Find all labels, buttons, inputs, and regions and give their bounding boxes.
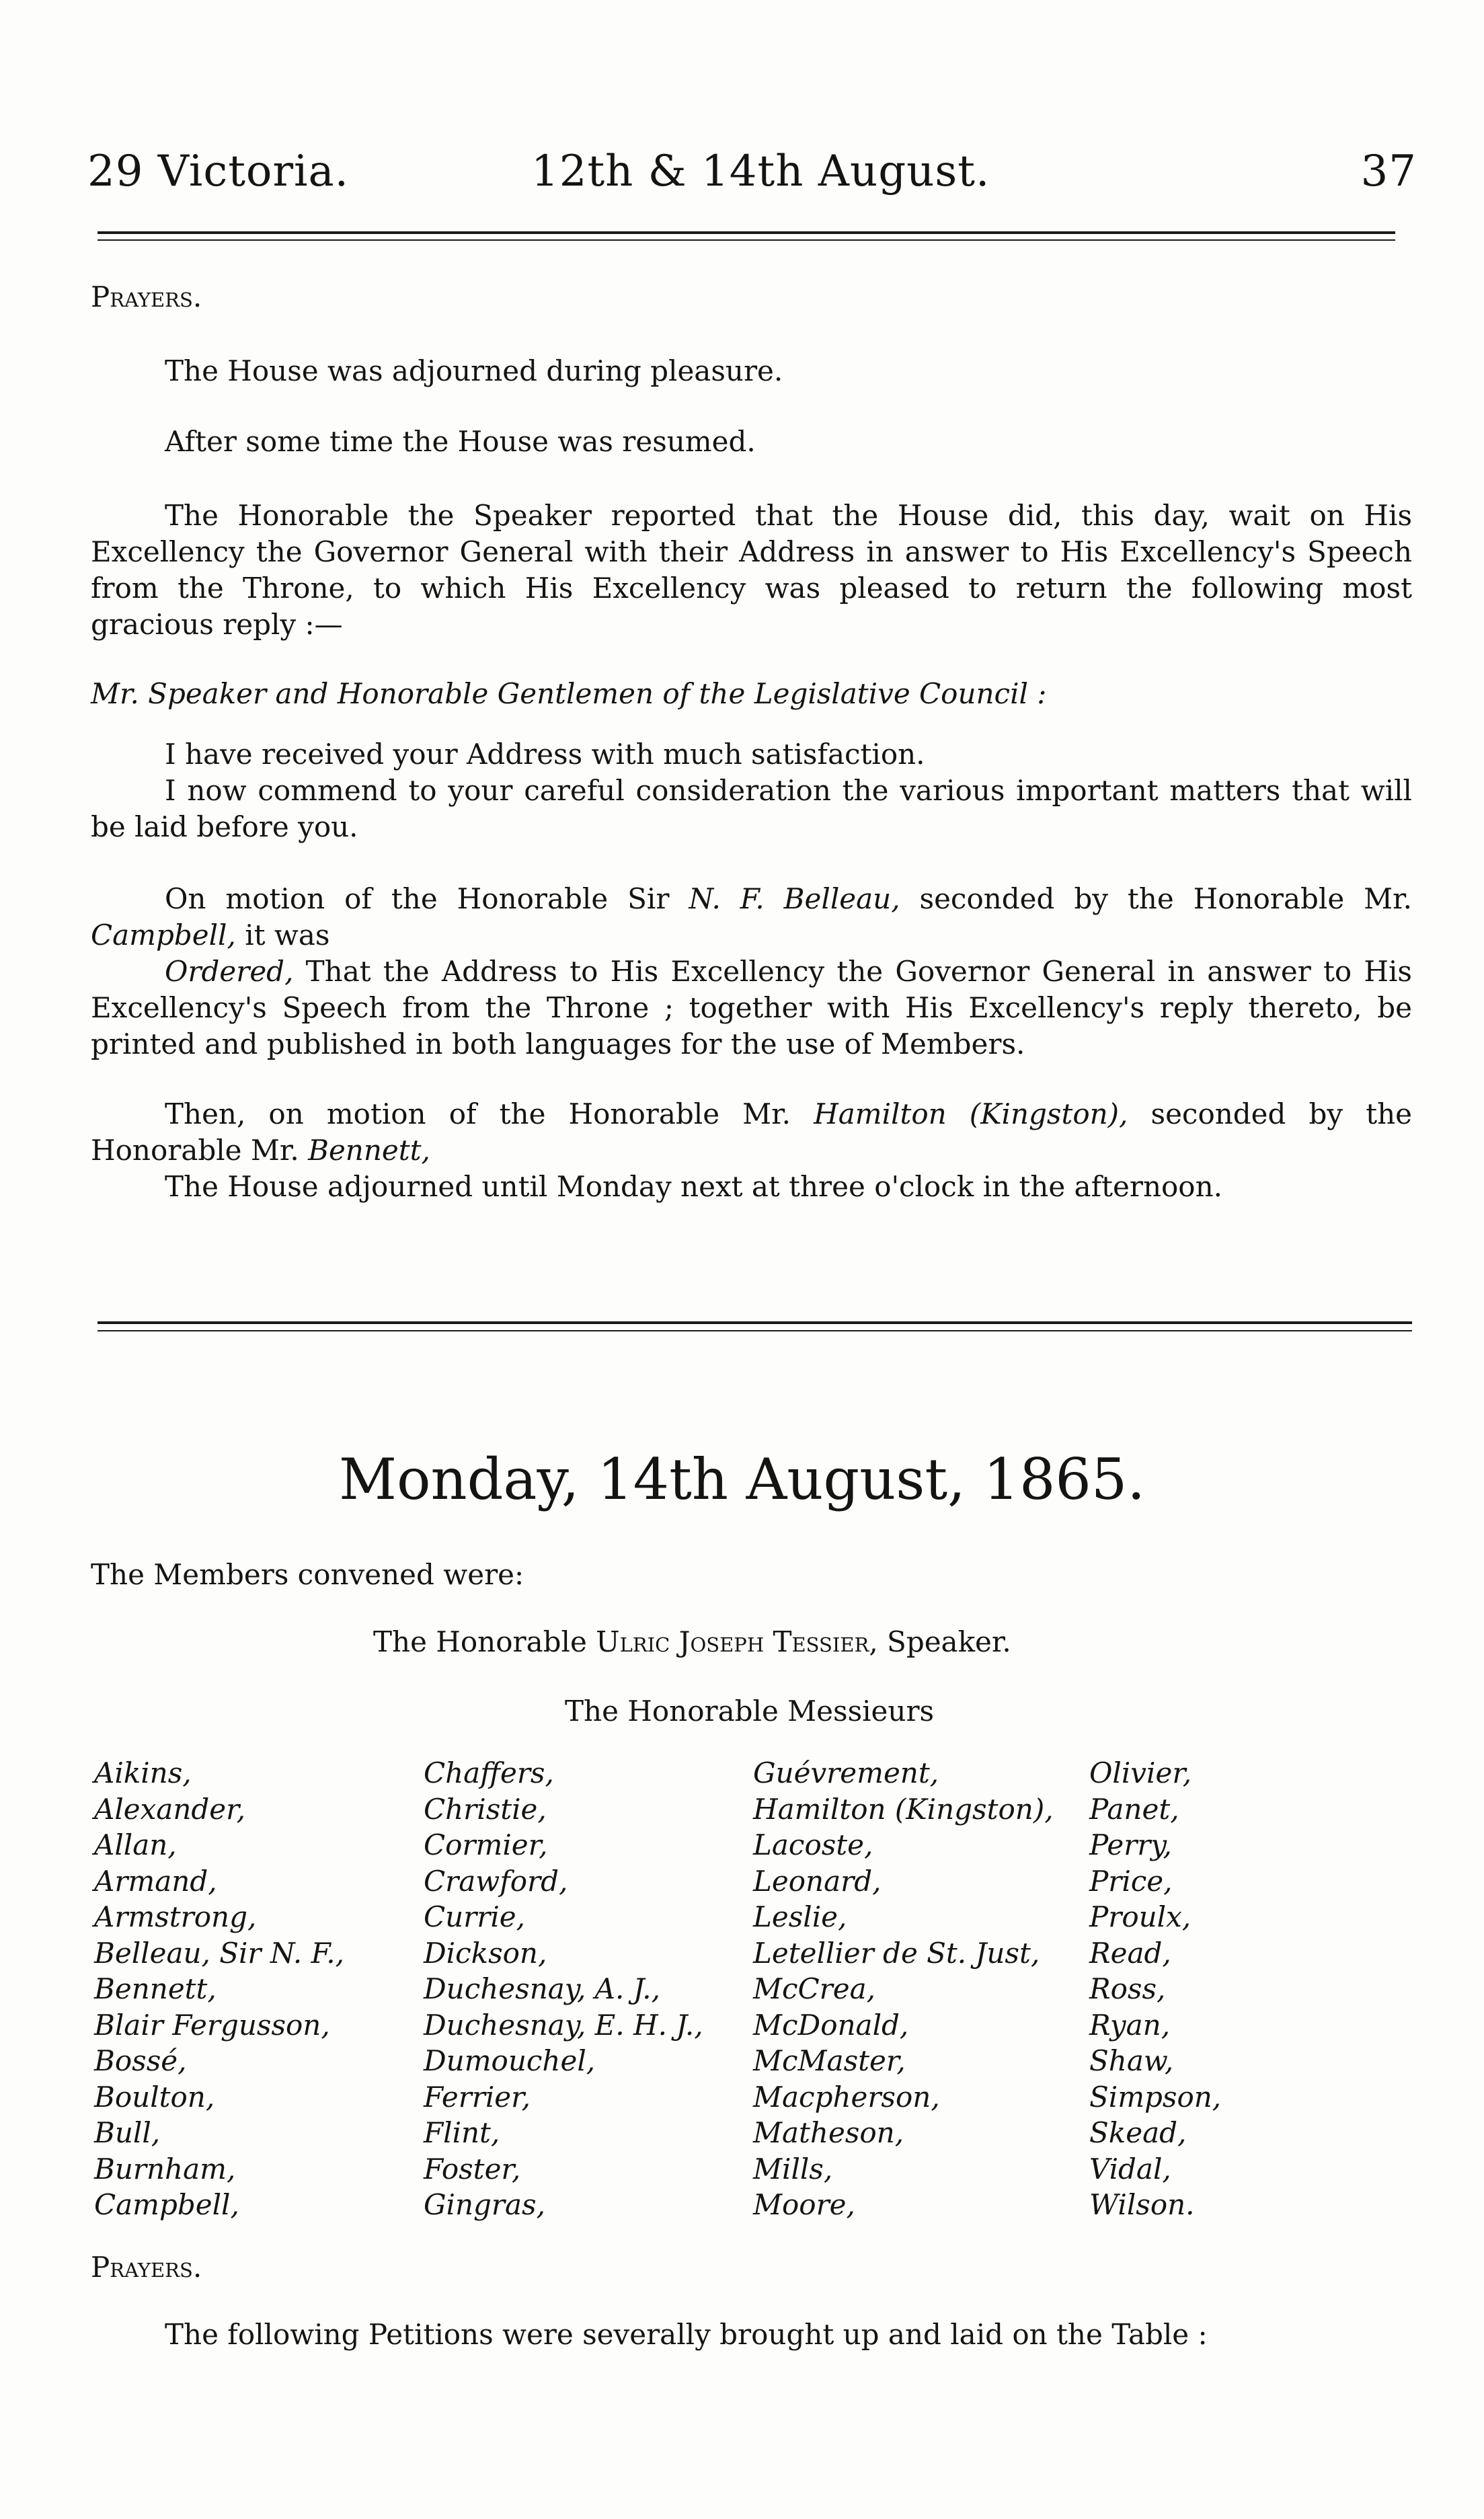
member-name: Bennett, [94, 1972, 217, 2005]
member-name: Crawford, [424, 1864, 568, 1898]
motion-2-lead: Then, on motion of the Honorable Mr. [165, 1097, 791, 1130]
members-column-3 [753, 1755, 1054, 2223]
members-column-1 [94, 1755, 344, 2223]
member-name: Dumouchel, [424, 2044, 596, 2077]
member-name: Ross, [1089, 1972, 1166, 2005]
messieurs-line: The Honorable Messieurs [565, 1695, 935, 1728]
member-name: Matheson, [753, 2116, 904, 2149]
member-name: Leslie, [753, 1900, 847, 1933]
member-name: McCrea, [753, 1972, 875, 2005]
header-rule-top [97, 231, 1395, 234]
prayers-heading: Prayers. [91, 280, 202, 313]
motion-2-seconder: Bennett, [308, 1134, 430, 1167]
ordered-label: Ordered, [165, 955, 294, 988]
member-name: Duchesnay, E. H. J., [424, 2008, 703, 2042]
motion-1-it-was: it was [245, 919, 330, 952]
date-title: Monday, 14th August, 1865. [338, 1446, 1146, 1512]
header-rule-bottom [97, 239, 1395, 241]
member-name: Campbell, [94, 2188, 239, 2221]
speaker-prefix: The Honorable [373, 1625, 587, 1658]
member-name: Letellier de St. Just, [753, 1936, 1040, 1970]
member-name: Armand, [94, 1864, 217, 1898]
session-label: 29 Victoria. [87, 147, 349, 196]
member-name: Flint, [424, 2116, 500, 2149]
members-column-4 [1089, 1755, 1221, 2223]
member-name: McMaster, [753, 2044, 906, 2077]
members-column-2 [424, 1755, 703, 2223]
motion-2-mover: Hamilton (Kingston), [814, 1097, 1128, 1130]
ordered-text: That the Address to His Excellency the Governor General in answer to His Excellency's Speech from the Throne ; together with His Excellency's reply thereto, be printed and published in both languages for the use of Members. [91, 955, 1412, 1060]
member-name: Read, [1089, 1936, 1171, 1970]
member-name: Belleau, Sir N. F., [94, 1936, 344, 1970]
member-name: Hamilton (Kingston), [753, 1792, 1054, 1826]
header-dates: 12th & 14th August. [531, 147, 990, 196]
member-name: Wilson. [1089, 2188, 1195, 2221]
member-name: Gingras, [424, 2188, 545, 2221]
member-name: Bossé, [94, 2044, 187, 2077]
speaker-line [373, 1624, 1011, 1660]
speaker-name: Ulric Joseph Tessier, [596, 1625, 878, 1658]
member-name: Christie, [424, 1792, 547, 1826]
reply-line-2: I now commend to your careful consideration the various important matters that will be laid before you. [91, 774, 1412, 843]
member-name: Cormier, [424, 1828, 548, 1861]
member-name: Proulx, [1089, 1900, 1192, 1933]
adjourned-text: The House was adjourned during pleasure. [165, 354, 783, 387]
member-name: Vidal, [1089, 2152, 1171, 2185]
member-name: Perry, [1089, 1828, 1172, 1861]
section-rule-bottom [97, 1330, 1412, 1331]
member-name: Currie, [424, 1900, 525, 1933]
member-name: Simpson, [1089, 2080, 1222, 2114]
member-name: Macpherson, [753, 2080, 940, 2114]
member-name: Ferrier, [424, 2080, 531, 2114]
member-name: Alexander, [94, 1792, 245, 1826]
member-name: McDonald, [753, 2008, 909, 2042]
member-name: Boulton, [94, 2080, 215, 2114]
member-name: Foster, [424, 2152, 521, 2185]
section-rule-top [97, 1321, 1412, 1324]
member-name: Blair Fergusson, [94, 2008, 330, 2042]
motion-2-seconded: seconded by the Honorable Mr. [91, 1097, 1413, 1167]
motion-1-seconded: seconded by the Honorable Mr. [919, 882, 1412, 915]
motion-1-mover: N. F. Belleau, [689, 882, 900, 915]
running-header [87, 138, 1417, 212]
speaker-suffix: Speaker. [887, 1625, 1011, 1658]
member-name: Mills, [753, 2152, 833, 2185]
resumed-text: After some time the House was resumed. [165, 425, 756, 458]
member-name: Bull, [94, 2116, 161, 2149]
petitions-line: The following Petitions were severally brought up and laid on the Table : [165, 2318, 1208, 2351]
member-name: Burnham, [94, 2152, 236, 2185]
member-name: Dickson, [424, 1936, 547, 1970]
adjourn-text: The House adjourned until Monday next at three o'clock in the afternoon. [165, 1170, 1222, 1203]
member-name: Allan, [94, 1828, 177, 1861]
member-name: Lacoste, [753, 1828, 873, 1861]
member-name: Leonard, [753, 1864, 882, 1898]
ordered-paragraph [91, 954, 1412, 1062]
member-name: Chaffers, [424, 1756, 554, 1789]
member-name: Aikins, [94, 1756, 192, 1789]
member-name: Skead, [1089, 2116, 1187, 2149]
motion-1-paragraph [91, 881, 1412, 954]
member-name: Ryan, [1089, 2008, 1171, 2042]
reply-line-1: I have received your Address with much satisfaction. [165, 738, 925, 771]
speaker-report-paragraph: The Honorable the Speaker reported that the House did, this day, wait on His Excellency the Governor General with their Address in answer to His Excellency's Speech from the Throne, to which His Excellency was pleased to return the following most gracious reply :— [91, 499, 1412, 641]
reply-salutation: Mr. Speaker and Honorable Gentlemen of the Legislative Council : [91, 677, 1047, 710]
motion-2-paragraph [91, 1096, 1412, 1169]
member-name: Shaw, [1089, 2044, 1174, 2077]
member-name: Olivier, [1089, 1756, 1192, 1789]
motion-1-seconder: Campbell, [91, 919, 236, 952]
motion-1-lead: On motion of the Honorable Sir [165, 882, 670, 915]
member-name: Guévrement, [753, 1756, 939, 1789]
member-name: Armstrong, [94, 1900, 257, 1933]
member-name: Panet, [1089, 1792, 1179, 1826]
member-name: Moore, [753, 2188, 855, 2221]
prayers-heading-2: Prayers. [91, 2251, 202, 2284]
member-name: Price, [1089, 1864, 1173, 1898]
members-convened: The Members convened were: [91, 1558, 524, 1591]
member-name: Duchesnay, A. J., [424, 1972, 660, 2005]
page-number: 37 [1360, 147, 1417, 196]
